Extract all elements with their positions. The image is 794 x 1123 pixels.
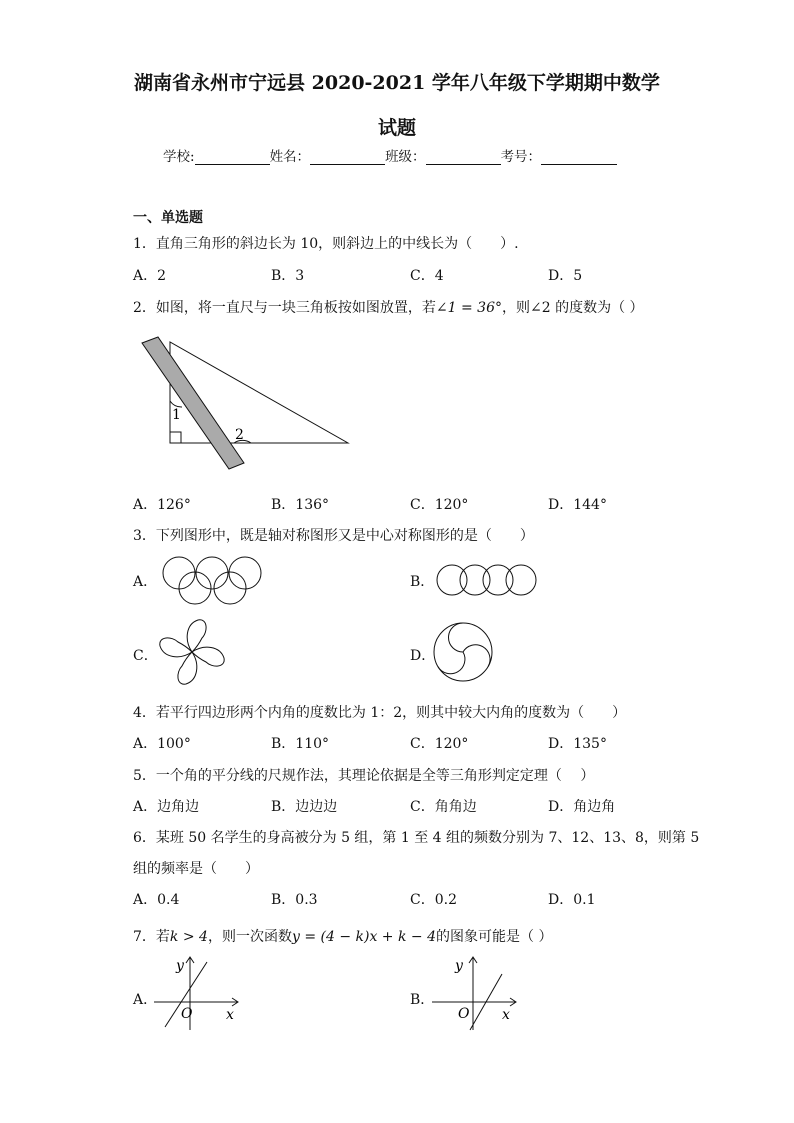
ruler-triangle-figure [140,335,355,475]
q3-option-c[interactable]: C． [133,648,158,664]
q2-option-b[interactable]: B．136° [271,497,330,513]
question-1-stem: 1．直角三角形的斜边长为 10，则斜边上的中线长为（ ）. [133,236,519,252]
q6-option-b[interactable]: B．0.3 [271,892,318,908]
school-blank[interactable] [195,150,270,165]
question-6-stem-line1: 6．某班 50 名学生的身高被分为 5 组，第 1 至 4 组的频数分别为 7、12、13、8，则第 5 [133,830,700,846]
school-label: 学校: [163,149,195,165]
q5-option-b[interactable]: B．边边边 [271,799,338,815]
q1-option-d[interactable]: D．5 [548,268,583,284]
q7-stem-condition: k > 4 [169,929,208,945]
q7-option-b[interactable]: B． [410,992,435,1008]
q2-option-a[interactable]: A．126° [133,497,191,513]
q7a-x-label: x [226,1007,234,1023]
q2-stem-angle: ∠1 = 36° [435,300,502,316]
q1-option-a[interactable]: A．2 [133,268,167,284]
q2-option-d[interactable]: D．144° [548,497,607,513]
number-label: 考号： [500,149,542,165]
q3-option-a-rings-figure [150,555,265,607]
q5-option-d[interactable]: D．角边角 [548,799,616,815]
right-angle-mark [170,432,181,443]
q3-option-b[interactable]: B． [410,574,435,590]
class-label: 班级： [385,149,426,165]
q4-option-c[interactable]: C．120° [410,736,469,752]
q2-stem-mid: ，则∠2 的度数为（ ） [502,300,644,316]
class-blank[interactable] [426,150,501,165]
q7b-origin-label: O [458,1006,470,1022]
q3-option-b-rings-figure [432,563,542,599]
q4-option-b[interactable]: B．110° [271,736,330,752]
page-title-line1: 湖南省永州市宁远县 2020-2021 学年八年级下学期期中数学 [134,72,660,94]
q4-option-d[interactable]: D．135° [548,736,607,752]
q4-option-a[interactable]: A．100° [133,736,191,752]
section-heading: 一、单选题 [133,210,203,226]
question-6-stem-line2: 组的频率是（ ） [133,861,259,877]
q1-option-c[interactable]: C．4 [410,268,444,284]
q3-option-a[interactable]: A． [133,574,158,590]
q5-option-c[interactable]: C．角角边 [410,799,477,815]
question-5-stem: 5．一个角的平分线的尺规作法，其理论依据是全等三角形判定定理（ ） [133,768,595,784]
question-2-stem [133,297,644,317]
q2-stem-pre: 2．如图，将一直尺与一块三角板按如图放置，若 [133,300,436,316]
q7-option-b-graph [428,952,523,1032]
q7b-y-label: y [455,958,463,974]
q7a-origin-label: O [181,1006,193,1022]
q6-option-d[interactable]: D．0.1 [548,892,596,908]
q7-option-a-graph [150,952,245,1032]
q3-option-d-tricircle-figure [432,620,496,684]
q7-stem-mid: ，则一次函数 [207,929,292,945]
q7-stem-function: y = (4 − k)x + k − 4 [291,929,436,945]
q7-stem-post: 的图象可能是（ ） [436,929,553,945]
q7b-x-label: x [502,1007,510,1023]
angle-2-label: 2 [235,427,244,443]
student-info-line [163,145,617,165]
page-title-line2: 试题 [377,117,416,139]
name-label: 姓名： [269,149,311,165]
angle-1-label: 1 [172,407,181,423]
q2-option-c[interactable]: C．120° [410,497,469,513]
triangle-shape [170,342,348,443]
q6-option-c[interactable]: C．0.2 [410,892,457,908]
q7a-y-label: y [176,958,184,974]
q7-stem-pre: 7．若 [133,929,170,945]
q5-option-a[interactable]: A．边角边 [133,799,200,815]
question-3-stem: 3．下列图形中，既是轴对称图形又是中心对称图形的是（ ） [133,528,534,544]
q3-option-d[interactable]: D． [410,648,436,664]
name-blank[interactable] [310,150,385,165]
q3-option-c-pinwheel-figure [154,615,234,689]
ruler-shape [142,337,244,469]
number-blank[interactable] [541,150,617,165]
question-7-stem [133,926,552,946]
q1-option-b[interactable]: B．3 [271,268,305,284]
q7-option-a[interactable]: A． [133,992,158,1008]
question-4-stem: 4．若平行四边形两个内角的度数比为 1：2，则其中较大内角的度数为（ ） [133,705,627,721]
q6-option-a[interactable]: A．0.4 [133,892,180,908]
